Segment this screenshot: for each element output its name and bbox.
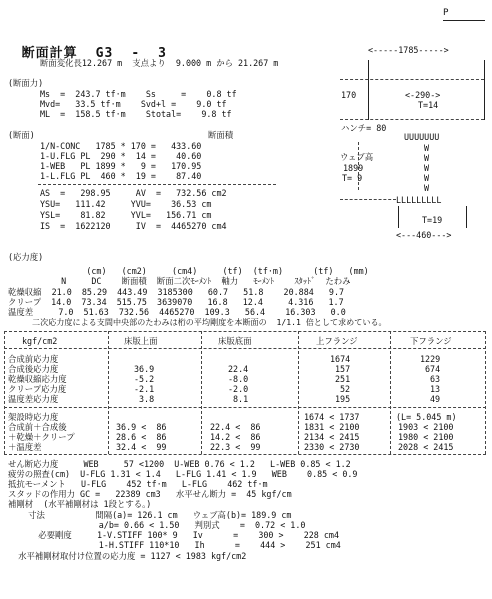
upper-flange-mark: UUUUUUU — [404, 132, 440, 142]
cell-upper-flange: 251 — [335, 374, 351, 384]
cell-slab-top: 36.9 — [134, 364, 155, 374]
area-label: 断面積 — [208, 130, 234, 140]
check-line: 1-H.STIFF 110*10 Ih = 444 > 251 cm4 — [8, 540, 341, 550]
stress-row: クリープ 14.0 73.34 515.75 3639070 16.8 12.4 4.316 1.7 — [8, 297, 344, 307]
cell-lower-flange: 674 — [425, 364, 441, 374]
section-change-line: 断面変化長12.267 m 支点より 9.000 m から 21.267 m — [40, 58, 279, 68]
section-divider — [38, 184, 276, 185]
haunch-label: ハンチ= 80 — [341, 123, 387, 133]
forces-line: ML = 158.5 tf·m Stotal= 9.8 tf — [40, 109, 232, 119]
row-label: クリープ応力度 — [8, 384, 67, 394]
web-bottom-line — [340, 199, 396, 200]
row-label: 温度差応力度 — [8, 394, 59, 404]
cell-slab-bottom: -8.0 — [228, 374, 249, 384]
section-prop: IS = 1622120 IV = 4465270 cm4 — [40, 221, 227, 231]
cell-upper-flange: 1674 — [330, 354, 351, 364]
row-label: ＋乾燥＋クリープ — [8, 432, 75, 442]
section-line: 1-L.FLG PL 460 * 19 = 87.40 — [40, 171, 202, 181]
col-header-slab-bottom: 床版底面 — [218, 336, 252, 346]
check-upper-flange: 2330 < 2730 — [304, 442, 360, 452]
cell-lower-flange: 1229 — [420, 354, 441, 364]
check-line: 必要剛度 1-V.STIFF 100* 9 Iv = 300 > 228 cm4 — [8, 530, 339, 540]
check-line: せん断応力度 WEB 57 <1200 U-WEB 0.76 < 1.2 L-WEB 0.85 < 1.2 — [8, 459, 351, 469]
table-bottom-border — [4, 454, 486, 455]
check-slab-top: 36.9 < 86 — [116, 422, 167, 432]
table-col-sep — [298, 331, 299, 454]
web-height-value: 1899 — [343, 163, 364, 173]
check-upper-flange: 2134 < 2415 — [304, 432, 360, 442]
check-lower-flange: 1980 < 2100 — [398, 432, 454, 442]
section-prop: YSU= 111.42 YVU= 36.53 cm — [40, 199, 212, 209]
check-line: 寸法 間隔(a)= 126.1 cm ウェブ高(b)= 189.9 cm — [8, 510, 292, 520]
web-mark: W — [424, 153, 430, 163]
title-label: 断面計算 — [21, 46, 78, 61]
cell-slab-bottom: 22.4 — [228, 364, 249, 374]
cell-lower-flange: 13 — [430, 384, 441, 394]
page-mark-underline — [443, 20, 485, 21]
cell-lower-flange: 63 — [430, 374, 441, 384]
check-upper-flange: 1674 < 1737 — [304, 412, 360, 422]
row-label: 合成前応力度 — [8, 354, 59, 364]
web-thickness-label: T= 9 — [342, 173, 363, 183]
col-header-slab-top: 床版上面 — [124, 336, 158, 346]
row-label: 合成後応力度 — [8, 364, 59, 374]
check-lower-flange: 1903 < 2100 — [398, 422, 454, 432]
cell-slab-top: -2.1 — [134, 384, 155, 394]
cell-slab-bottom: 8.1 — [233, 394, 249, 404]
row-label: ＋温度差 — [8, 442, 42, 452]
page-mark: P — [443, 8, 449, 18]
check-slab-bottom: 22.3 < 99 — [210, 442, 261, 452]
section-heading: (断面) — [8, 130, 35, 140]
check-slab-top: 32.4 < 99 — [116, 442, 167, 452]
cell-slab-bottom: -2.0 — [228, 384, 249, 394]
check-line: 疲労の照査(cm) U-FLG 1.31 < 1.4 L-FLG 1.41 < 1.9 WEB 0.85 < 0.9 — [8, 469, 358, 479]
check-line: 水平補剛材取付け位置の応力度 = 1127 < 1983 kgf/cm2 — [8, 551, 247, 561]
check-slab-top: 28.6 < 86 — [116, 432, 167, 442]
col-header-upper-flange: 上フランジ — [316, 336, 358, 346]
stress-heading: (応力度) — [8, 252, 44, 262]
section-line: 1-U.FLG PL 290 * 14 = 40.60 — [40, 151, 202, 161]
table-left-border — [4, 331, 5, 454]
row-label: 乾燥収縮応力度 — [8, 374, 67, 384]
lower-flange-mark: LLLLLLLLL — [396, 195, 442, 205]
section-line: 1/N-CONC 1785 * 170 = 433.60 — [40, 141, 202, 151]
check-line: 補剛材 (水平補剛材は 1段とする。) — [8, 499, 152, 509]
title-dash: - — [131, 46, 141, 61]
check-line: a/b= 0.66 < 1.50 判別式 = 0.72 < 1.0 — [8, 520, 306, 530]
check-line: スタッドの作用力 GC = 22389 cm3 水平せん断力 = 45 kgf/cm — [8, 489, 292, 499]
slab-left-edge — [368, 60, 369, 120]
bottom-width-dim: <---460---> — [396, 230, 452, 240]
check-slab-bottom: 14.2 < 86 — [210, 432, 261, 442]
flange-width-dim: <-290-> — [405, 90, 441, 100]
cell-slab-top: 3.8 — [139, 394, 155, 404]
lower-flange-right — [466, 206, 467, 228]
lower-flange-thickness: T=19 — [422, 215, 443, 225]
table-mid-border — [4, 407, 486, 408]
web-mark: W — [424, 143, 430, 153]
slab-top-line — [340, 79, 484, 80]
col-header-unit: kgf/cm2 — [22, 336, 58, 346]
section-prop: YSL= 81.82 YVL= 156.71 cm — [40, 210, 212, 220]
forces-heading: (断面力) — [8, 78, 44, 88]
col-header-lower-flange: 下フランジ — [410, 336, 452, 346]
check-line: 抵抗モーメント U-FLG 452 tf·m L-FLG 462 tf·m — [8, 479, 268, 489]
table-header-border — [4, 348, 486, 349]
page-title — [4, 33, 185, 61]
table-col-sep — [390, 331, 391, 454]
title-code2: 3 — [158, 46, 167, 61]
slab-right-edge — [484, 60, 485, 120]
check-upper-flange: 1831 < 2100 — [304, 422, 360, 432]
cell-upper-flange: 195 — [335, 394, 351, 404]
section-line: 1-WEB PL 1899 * 9 = 170.95 — [40, 161, 202, 171]
upper-flange-thickness: T=14 — [418, 100, 439, 110]
stress-header-names: N DC 断面積 断面二次ﾓｰﾒﾝﾄ 軸力 ﾓｰﾒﾝﾄ ｽﾀｯﾄﾞ たわみ — [46, 276, 351, 286]
check-lower-flange: 2028 < 2415 — [398, 442, 454, 452]
stress-header-units: (cm) (cm2) (cm4) (tf) (tf·m) (tf) (mm) — [46, 266, 369, 276]
top-width-dim: <-----1785-----> — [368, 45, 449, 55]
row-label: 架設時応力度 — [8, 412, 59, 422]
table-col-sep — [108, 331, 109, 454]
web-mark: W — [424, 163, 430, 173]
check-slab-bottom: 22.4 < 86 — [210, 422, 261, 432]
table-right-border — [485, 331, 486, 454]
forces-line: Mvd= 33.5 tf·m Svd+l = 9.0 tf — [40, 99, 227, 109]
cell-upper-flange: 157 — [335, 364, 351, 374]
stress-row: 乾燥収縮 21.0 85.29 443.49 3185300 60.7 51.8 20.884 9.7 — [8, 287, 345, 297]
slab-bottom-line — [340, 119, 484, 120]
table-top-border — [4, 331, 486, 332]
cell-upper-flange: 52 — [340, 384, 351, 394]
section-prop: AS = 298.95 AV = 732.56 cm2 — [40, 188, 227, 198]
cell-slab-top: -5.2 — [134, 374, 155, 384]
forces-line: Ms = 243.7 tf·m Ss = 0.8 tf — [40, 89, 237, 99]
title-code1: G3 — [95, 46, 114, 61]
deflection-note: 二次応力度による支間中央部のたわみは桁の平均剛度を本断面の 1/1.1 倍として求めている。 — [32, 317, 387, 327]
table-col-sep — [201, 331, 202, 454]
cell-lower-flange: 49 — [430, 394, 441, 404]
slab-thickness-dim: 170 — [341, 90, 357, 100]
stress-row: 温度差 7.0 51.63 732.56 4465270 109.3 56.4 16.303 0.0 — [8, 307, 346, 317]
web-mark: W — [424, 183, 430, 193]
row-label: 合成前＋合成後 — [8, 422, 67, 432]
web-mark: W — [424, 173, 430, 183]
check-lower-flange: (L= 5.045 m) — [396, 412, 457, 422]
lower-flange-left — [398, 206, 399, 228]
web-height-label: ウェブ高 — [340, 152, 374, 162]
